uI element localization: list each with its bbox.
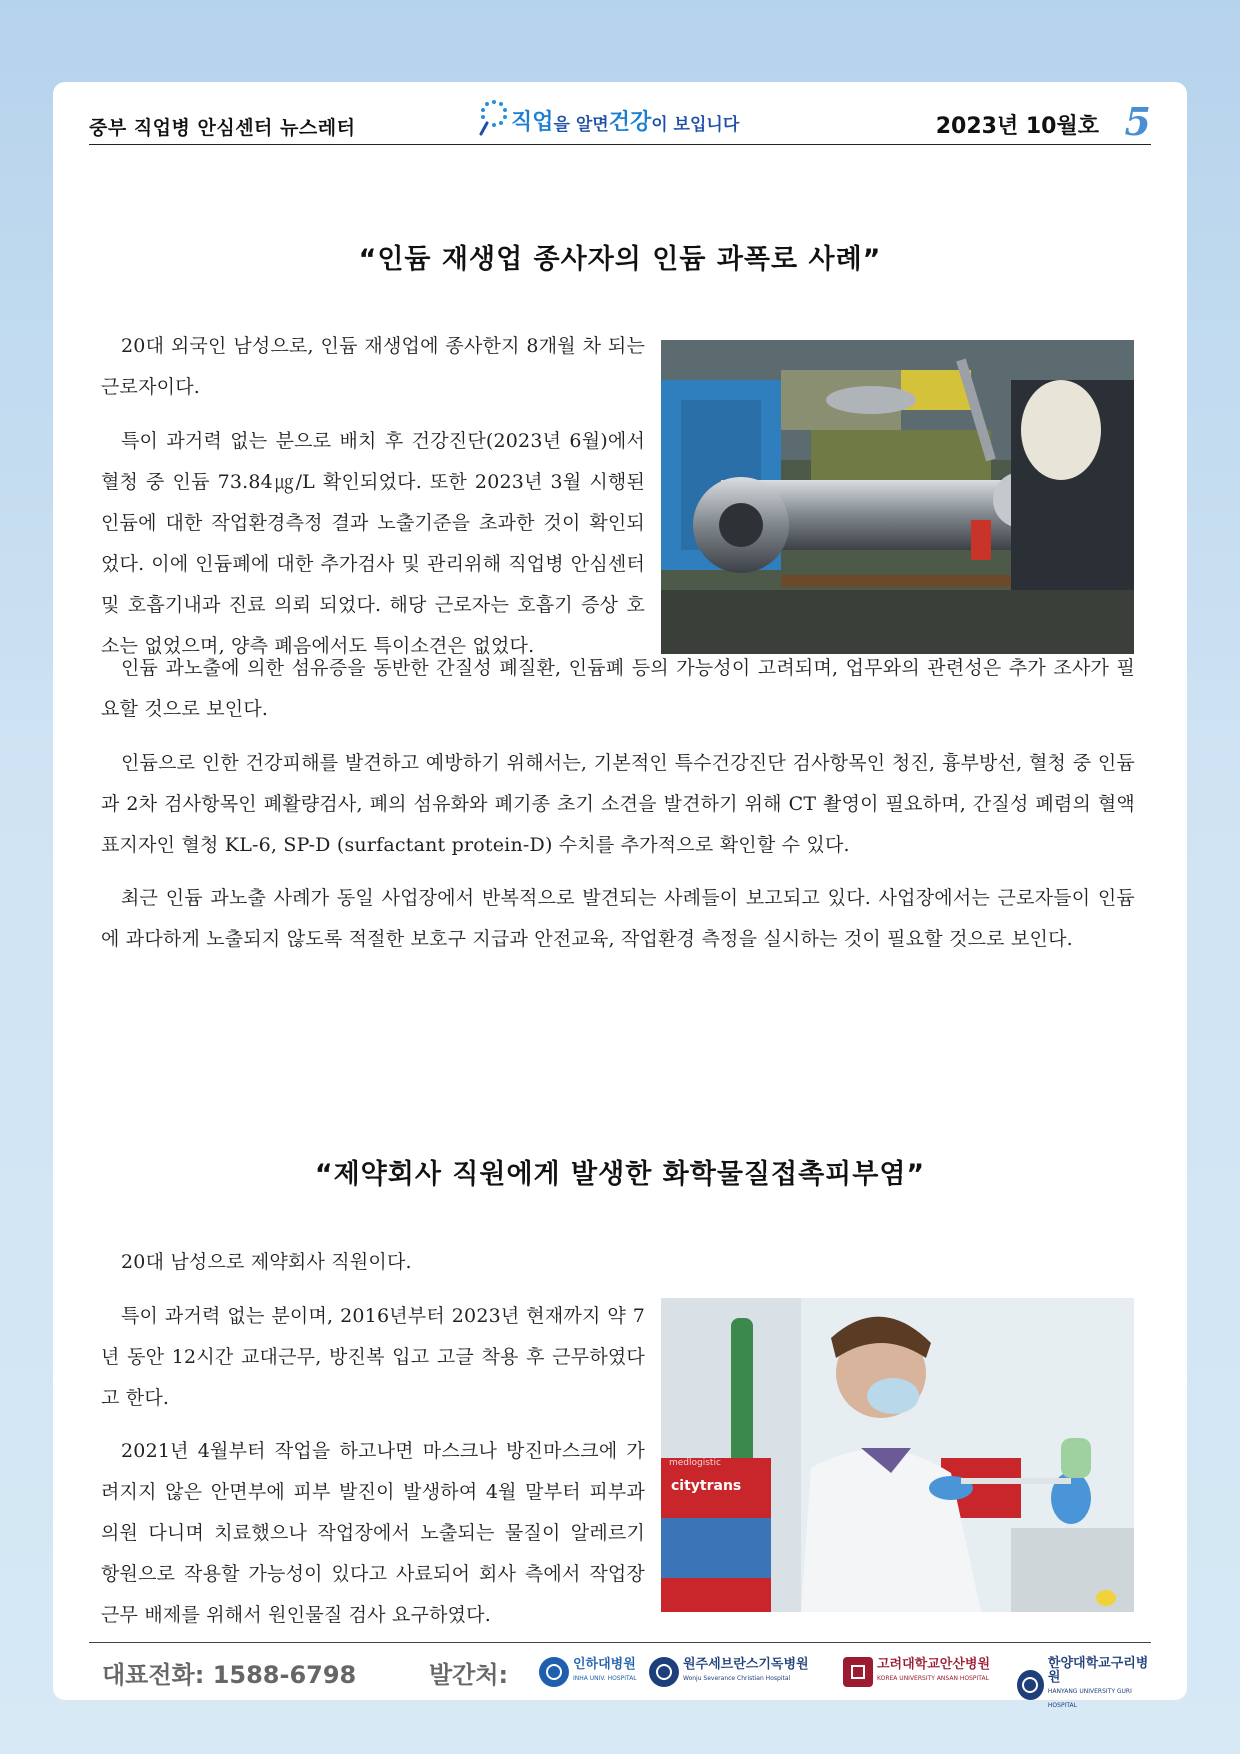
lathe-photo: [661, 340, 1134, 654]
slogan-text: 이 보입니다: [651, 115, 740, 135]
page-header: [89, 82, 1151, 145]
contact-phone: 대표전화: 1588-6798: [102, 1661, 357, 1689]
newsletter-title: 중부 직업병 안심센터 뉴스레터: [89, 117, 356, 139]
hospital-logo-hanyang-guri: [1017, 1657, 1151, 1713]
magnifier-logo-icon: [479, 98, 509, 136]
hospital-name-en: HANYANG UNIVERSITY GURI HOSPITAL: [1047, 1688, 1132, 1709]
hospital-name-en: Wonju Severance Christian Hospital: [683, 1675, 791, 1682]
photo-label-medlogistic: medlogistic: [669, 1458, 721, 1468]
issue-date: 2023년 10월호: [935, 114, 1099, 139]
hospital-name: 인하대병원: [573, 1657, 636, 1672]
hospital-logo-inha: [539, 1657, 637, 1687]
case1-paragraph: 20대 외국인 남성으로, 인듐 재생업에 종사한지 8개월 차 되는 근로자이다.: [101, 335, 645, 398]
hospital-logo-korea-ansan: [843, 1657, 990, 1687]
case2-paragraph: 특이 과거력 없는 분이며, 2016년부터 2023년 현재까지 약 7년 동안 12시간 교대근무, 방진복 입고 고글 착용 후 근무하였다고 한다.: [101, 1305, 645, 1409]
case2-paragraph: 2021년 4월부터 작업을 하고나면 마스크나 방진마스크에 가려지지 않은 안면부에 피부 발진이 발생하여 4월 말부터 피부과의원 다니며 치료했으나 작업장에서 노출되는 물질이 알레르기 항원으로 작용할 가능성이 있다고 사료되어 회사 측에서 작업장 근무 배제를 위해서 원인물질 검사 요구하였다.: [101, 1440, 645, 1626]
wonju-emblem-icon: [649, 1657, 679, 1687]
case2-paragraph: 20대 남성으로 제약회사 직원이다.: [121, 1251, 412, 1273]
hospital-logo-wonju: [649, 1657, 809, 1687]
case1-paragraph: 인듐으로 인한 건강피해를 발견하고 예방하기 위해서는, 기본적인 특수건강진단 검사항목인 청진, 흉부방선, 혈청 중 인듐과 2차 검사항목인 폐활량검사, 폐의 섬유화와 폐기종 초기 소견을 발견하기 위해 CT 촬영이 필요하며, 간질성 폐렴의 혈액 표지자인 혈청 KL-6, SP-D (surfactant protein-D) 수치를 추가적으로 확인할 수 있다.: [101, 752, 1135, 856]
case1-title: “인듐 재생업 종사자의 인듐 과폭로 사례”: [358, 244, 882, 275]
publisher-label: 발간처:: [429, 1661, 509, 1689]
photo-label-citytrans: citytrans: [671, 1478, 742, 1494]
slogan-word-job: 직업: [511, 110, 554, 135]
inha-emblem-icon: [539, 1657, 569, 1687]
case2-title: “제약회사 직원에게 발생한 화학물질접촉피부염”: [314, 1159, 926, 1190]
hanyang-emblem-icon: [1017, 1670, 1044, 1700]
case1-paragraph: 인듐 과노출에 의한 섬유증을 동반한 간질성 폐질환, 인듐폐 등의 가능성이 고려되며, 업무와의 관련성은 추가 조사가 필요할 것으로 보인다.: [101, 657, 1135, 720]
case1-paragraph: 최근 인듐 과노출 사례가 동일 사업장에서 반복적으로 발견되는 사례들이 보고되고 있다. 사업장에서는 근로자들이 인듐에 과다하게 노출되지 않도록 적절한 보호구 지급과 안전교육, 작업환경 측정을 실시하는 것이 필요할 것으로 보인다.: [101, 887, 1135, 950]
hospital-name: 원주세브란스기독병원: [683, 1657, 809, 1672]
case1-paragraph: 특이 과거력 없는 분으로 배치 후 건강진단(2023년 6월)에서 혈청 중 인듐 73.84㎍/L 확인되었다. 또한 2023년 3월 시행된 인듐에 대한 작업환경측정 결과 노출기준을 초과한 것이 확인되었다. 이에 인듐폐에 대한 추가검사 및 관리위해 직업병 안심센터 및 호흡기내과 진료 의뢰 되었다. 해당 근로자는 호흡기 증상 호소는 없었으며, 양측 폐음에서도 특이소견은 없었다.: [101, 430, 645, 657]
newsletter-page: [53, 82, 1187, 1709]
slogan-word-health: 건강: [608, 110, 652, 135]
hospital-name: 한양대학교구리병원: [1047, 1656, 1149, 1685]
lab-worker-photo: [661, 1298, 1134, 1612]
page-footer: [89, 1642, 1151, 1709]
slogan-text: 을 알면: [553, 115, 609, 135]
page-number: 5: [1124, 99, 1151, 144]
hospital-name: 고려대학교안산병원: [877, 1657, 991, 1672]
hospital-name-en: INHA UNIV. HOSPITAL: [573, 1675, 637, 1682]
slogan: [479, 98, 739, 136]
korea-univ-emblem-icon: [843, 1657, 873, 1687]
hospital-name-en: KOREA UNIVERSITY ANSAN HOSPITAL: [877, 1675, 989, 1682]
